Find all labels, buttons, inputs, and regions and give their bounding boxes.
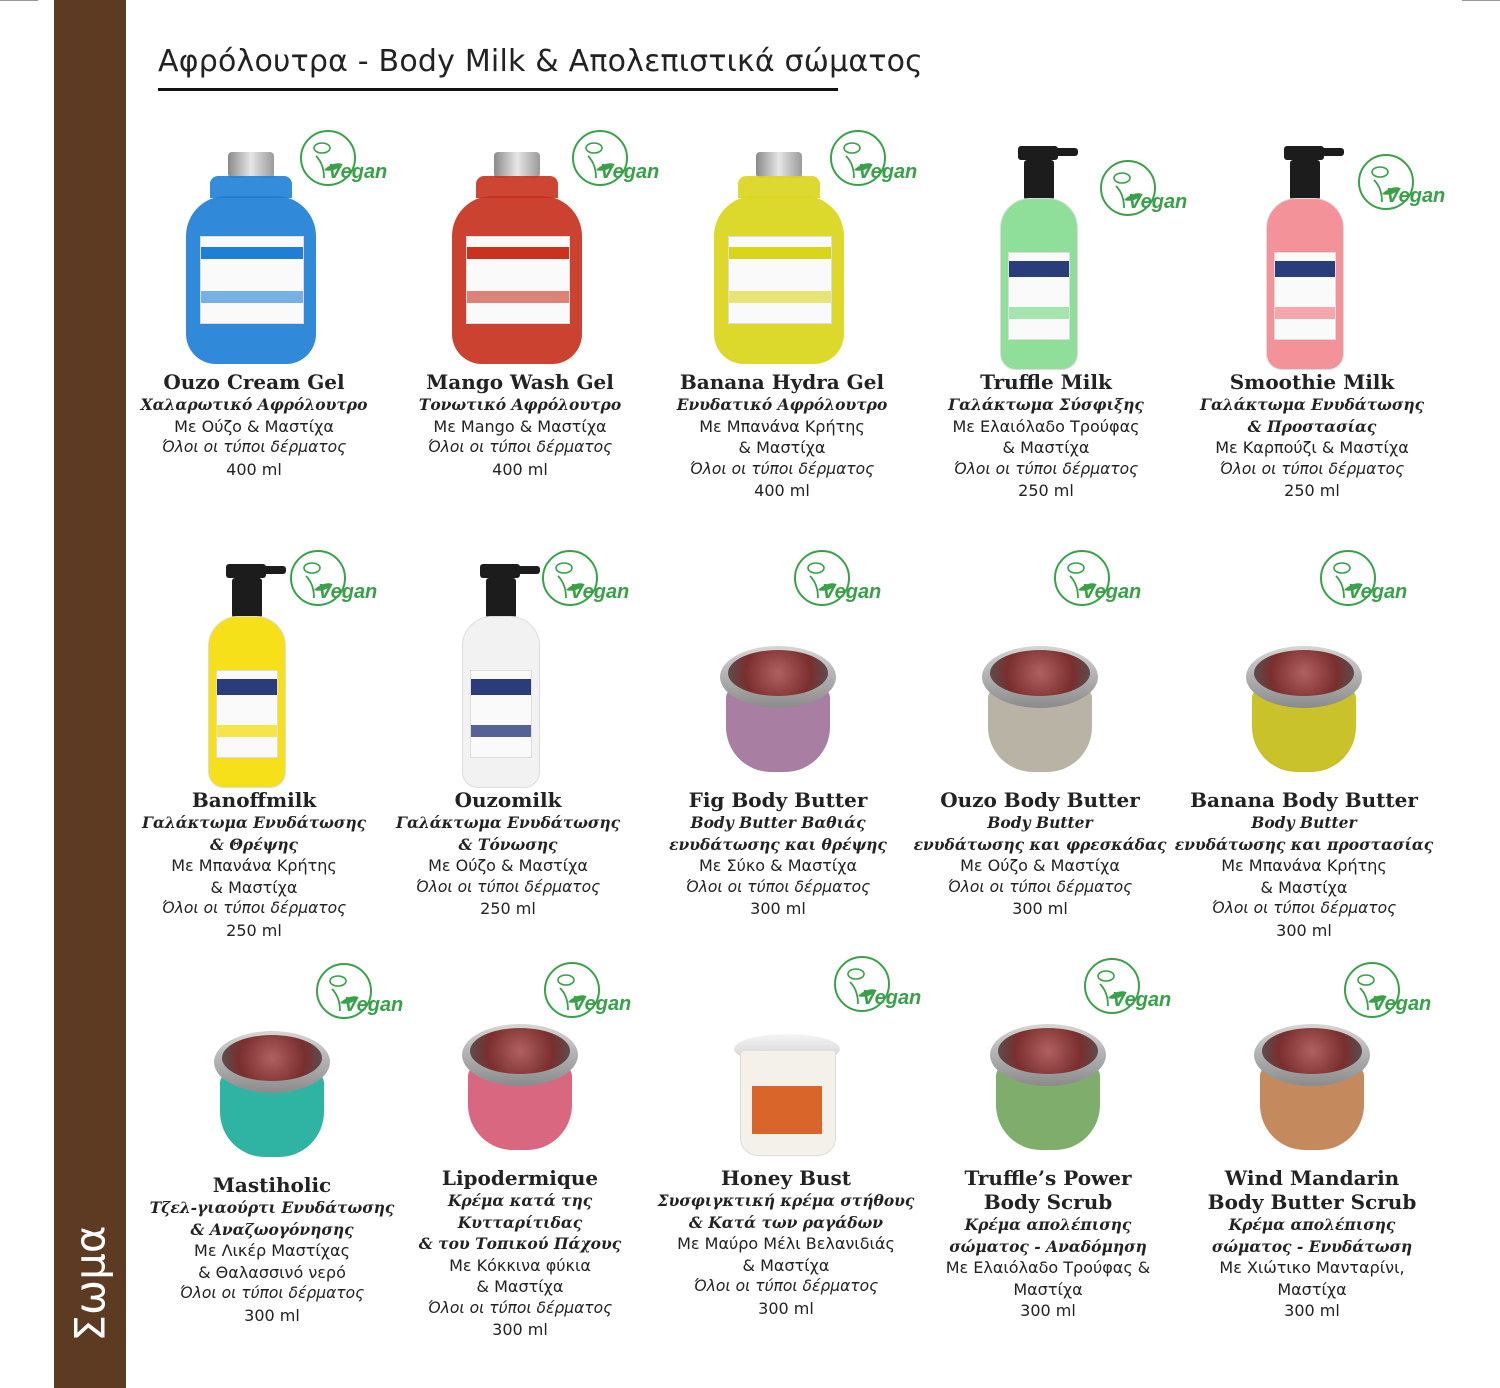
vegan-leaf-icon (1048, 546, 1142, 618)
product-volume: 250 ml (1284, 481, 1340, 500)
product-subtitle: Γαλάκτωμα Ενυδάτωσης (141, 813, 367, 832)
vegan-leaf-icon (310, 959, 404, 1031)
product-skin-type: Όλοι οι τύποι δέρματος (179, 1284, 365, 1302)
product-ingredients-line2: Μαστίχα (1013, 1279, 1083, 1299)
product-ingredients: Με Μαύρο Μέλι Βελανιδιάς (677, 1234, 895, 1253)
product-name: Ouzo Body Butter (940, 788, 1140, 812)
product-name: Fig Body Butter (688, 788, 868, 812)
product-subtitle: Γαλάκτωμα Ενυδάτωσης (395, 813, 621, 832)
vegan-leaf-icon (1094, 156, 1188, 228)
product-image (656, 936, 922, 1166)
product-volume: 300 ml (1276, 920, 1332, 940)
product-card (916, 140, 1188, 502)
product-card (124, 558, 384, 941)
vegan-leaf-icon (1338, 958, 1432, 1030)
svg-text:Vegan: Vegan (600, 161, 660, 183)
product-subtitle: Γαλάκτωμα Ενυδάτωσης (1199, 395, 1425, 414)
svg-text:Vegan: Vegan (862, 987, 922, 1009)
product-image (910, 558, 1170, 788)
product-volume: 300 ml (1020, 1301, 1076, 1320)
product-name: Ouzo Cream Gel (163, 370, 345, 394)
product-volume: 250 ml (1018, 481, 1074, 500)
product-image (142, 943, 402, 1173)
product-image (648, 558, 908, 788)
product-subtitle: Συσφιγκτική κρέμα στήθους (657, 1191, 915, 1210)
svg-text:Vegan: Vegan (1112, 989, 1172, 1011)
product-ingredients: Με Χιώτικο Μανταρίνι, (1219, 1258, 1405, 1277)
product-name: Wind Mandarin (1224, 1166, 1400, 1190)
product-skin-type: Όλοι οι τύποι δέρματος (427, 438, 613, 456)
product-subtitle: Χαλαρωτικό Αφρόλουτρο (140, 395, 368, 414)
product-skin-type: Όλοι οι τύποι δέρματος (427, 1298, 613, 1317)
product-image (124, 558, 384, 788)
svg-text:Vegan: Vegan (1386, 185, 1446, 207)
product-subtitle-line2: ενυδάτωσης και φρεσκάδας (913, 834, 1167, 854)
product-name: Mango Wash Gel (426, 370, 614, 394)
product-subtitle-line2: σώματος - Αναδόμηση (949, 1236, 1147, 1256)
product-skin-type: Όλοι οι τύποι δέρματος (689, 459, 875, 478)
product-ingredients: Με Ούζο & Μαστίχα (960, 856, 1120, 875)
product-subtitle-line2: & Προστασίας (1247, 416, 1377, 436)
crop-mark-right (1462, 0, 1500, 1)
product-ingredients: Με Ούζο & Μαστίχα (428, 856, 588, 875)
product-volume: 300 ml (244, 1305, 300, 1325)
svg-text:Vegan: Vegan (570, 581, 630, 603)
svg-text:Vegan: Vegan (1372, 993, 1432, 1015)
product-image (918, 936, 1178, 1166)
product-card (124, 140, 388, 480)
vegan-leaf-icon (1314, 546, 1408, 618)
product-card (1182, 936, 1442, 1322)
product-ingredients: Με Μπανάνα Κρήτης (1221, 856, 1387, 875)
product-volume: 250 ml (480, 899, 536, 918)
vegan-leaf-icon (824, 126, 918, 198)
product-name: Smoothie Milk (1229, 370, 1395, 394)
svg-text:Vegan: Vegan (1348, 581, 1408, 603)
product-name: Banana Body Butter (1190, 788, 1418, 812)
svg-text:Vegan: Vegan (318, 581, 378, 603)
product-volume: 300 ml (758, 1298, 814, 1318)
product-ingredients: Με Ελαιόλαδο Τρούφας & (945, 1258, 1151, 1277)
product-subtitle-line2: ενυδάτωσης και προστασίας (1174, 834, 1434, 854)
product-skin-type: Όλοι οι τύποι δέρματος (947, 877, 1133, 896)
product-skin-type: Όλοι οι τύποι δέρματος (693, 1277, 879, 1295)
product-subtitle: Κρέμα απολέπισης (1228, 1215, 1396, 1234)
product-volume: 400 ml (492, 459, 548, 479)
page-title: Αφρόλουτρα - Body Milk & Απολεπιστικά σώματος (158, 44, 923, 79)
vegan-leaf-icon (284, 546, 378, 618)
product-card (652, 140, 918, 502)
product-card (1174, 558, 1434, 941)
product-ingredients-line2: & Μαστίχα (210, 877, 298, 897)
product-card (648, 558, 908, 920)
product-name-line2: Body Scrub (983, 1190, 1113, 1214)
product-subtitle: Τζελ-γιαούρτι Ενυδάτωσης (149, 1198, 395, 1217)
product-ingredients: Με Ούζο & Μαστίχα (174, 416, 334, 436)
product-subtitle-line2: & Αναζωογόνησης (190, 1219, 354, 1239)
product-subtitle: Body Butter Βαθιάς (690, 813, 866, 832)
product-ingredients: Με Mango & Μαστίχα (433, 416, 607, 436)
product-name-line2: Body Butter Scrub (1207, 1190, 1417, 1214)
svg-text:Vegan: Vegan (822, 581, 882, 603)
product-volume: 250 ml (226, 920, 282, 940)
product-card (142, 943, 402, 1326)
product-image (1182, 140, 1446, 370)
product-ingredients-line2: & Θαλασσινό νερό (198, 1262, 346, 1282)
product-ingredients: Με Καρπούζι & Μαστίχα (1215, 438, 1409, 457)
product-subtitle-line2: σώματος - Ενυδάτωση (1211, 1236, 1413, 1256)
product-card (910, 558, 1170, 920)
product-volume: 300 ml (750, 899, 806, 918)
product-volume: 400 ml (754, 481, 810, 500)
product-image (1174, 558, 1434, 788)
product-image (390, 140, 660, 370)
product-ingredients-line2: & Μαστίχα (476, 1277, 564, 1296)
product-subtitle: Κρέμα απολέπισης (964, 1215, 1132, 1234)
product-ingredients: Με Κόκκινα φύκια (449, 1255, 591, 1275)
product-ingredients: Με Λικέρ Μαστίχας (194, 1241, 350, 1260)
svg-text:Vegan: Vegan (328, 161, 388, 183)
product-name: Lipodermique (441, 1166, 599, 1190)
crop-mark-left (0, 0, 38, 1)
svg-text:Vegan: Vegan (858, 161, 918, 183)
product-ingredients-line2: & Μαστίχα (738, 438, 826, 457)
product-subtitle-line2: & Θρέψης (210, 834, 298, 854)
vegan-leaf-icon (536, 546, 630, 618)
product-ingredients-line2: Μαστίχα (1277, 1279, 1347, 1299)
product-name: Truffle’s Power (964, 1166, 1132, 1190)
product-image (916, 140, 1188, 370)
product-name: Honey Bust (720, 1166, 852, 1190)
product-name: Banana Hydra Gel (679, 370, 885, 394)
product-subtitle: Body Butter (1251, 813, 1357, 832)
section-sidebar (54, 0, 126, 1388)
product-volume: 300 ml (1284, 1301, 1340, 1320)
vegan-leaf-icon (294, 126, 388, 198)
product-skin-type: Όλοι οι τύποι δέρματος (415, 877, 601, 896)
product-name: Banoffmilk (191, 788, 317, 812)
product-card (1182, 140, 1446, 502)
product-subtitle: Body Butter (987, 813, 1093, 832)
title-underline (158, 88, 838, 91)
product-skin-type: Όλοι οι τύποι δέρματος (1211, 899, 1397, 917)
product-ingredients-line2: & Μαστίχα (1260, 877, 1348, 897)
svg-text:Vegan: Vegan (344, 994, 404, 1016)
product-skin-type: Όλοι οι τύποι δέρματος (953, 459, 1139, 478)
product-skin-type: Όλοι οι τύποι δέρματος (685, 877, 871, 896)
vegan-leaf-icon (788, 546, 882, 618)
svg-text:Vegan: Vegan (1128, 191, 1188, 213)
product-subtitle-line2: ενυδάτωσης και θρέψης (669, 834, 887, 854)
product-card (390, 140, 660, 480)
product-image (124, 140, 388, 370)
product-skin-type: Όλοι οι τύποι δέρματος (161, 438, 347, 456)
vegan-leaf-icon (538, 958, 632, 1030)
product-ingredients: Με Μπανάνα Κρήτης (171, 856, 337, 875)
vegan-leaf-icon (566, 126, 660, 198)
product-ingredients-line2: & Μαστίχα (742, 1255, 830, 1275)
product-ingredients: Με Ελαιόλαδο Τρούφας (952, 416, 1140, 436)
product-skin-type: Όλοι οι τύποι δέρματος (161, 899, 347, 917)
product-image (378, 558, 638, 788)
product-card (918, 936, 1178, 1322)
product-subtitle-line2: & Κατά των ραγάδων (688, 1212, 884, 1232)
product-volume: 400 ml (226, 459, 282, 479)
svg-text:Vegan: Vegan (1082, 581, 1142, 603)
product-image (390, 936, 650, 1166)
product-volume: 300 ml (1012, 899, 1068, 918)
svg-text:Vegan: Vegan (572, 993, 632, 1015)
product-volume: 300 ml (492, 1320, 548, 1339)
product-subtitle-line2: & Τόνωσης (458, 834, 558, 854)
product-ingredients: Με Μπανάνα Κρήτης (699, 416, 865, 436)
product-image (1182, 936, 1442, 1166)
product-image (652, 140, 918, 370)
product-skin-type: Όλοι οι τύποι δέρματος (1219, 459, 1405, 478)
product-name: Truffle Milk (980, 370, 1112, 394)
vegan-leaf-icon (1078, 954, 1172, 1026)
product-name: Mastiholic (212, 1173, 332, 1197)
product-ingredients: Με Σύκο & Μαστίχα (698, 856, 858, 875)
section-label: Σωμα (65, 1225, 115, 1342)
product-subtitle: Γαλάκτωμα Σύσφιξης (948, 395, 1144, 414)
product-subtitle: Τονωτικό Αφρόλουτρο (418, 395, 622, 414)
product-subtitle: Ενυδατικό Αφρόλουτρο (676, 395, 888, 414)
vegan-leaf-icon (1352, 150, 1446, 222)
product-card (378, 558, 638, 920)
product-ingredients-line2: & Μαστίχα (1002, 438, 1090, 457)
product-subtitle-line2: & του Τοπικού Πάχους (418, 1234, 622, 1253)
product-name: Ouzomilk (454, 788, 562, 812)
vegan-leaf-icon (828, 952, 922, 1024)
product-card (656, 936, 922, 1319)
product-card (390, 936, 650, 1341)
product-subtitle: Κρέμα κατά της Κυτταρίτιδας (447, 1191, 593, 1232)
